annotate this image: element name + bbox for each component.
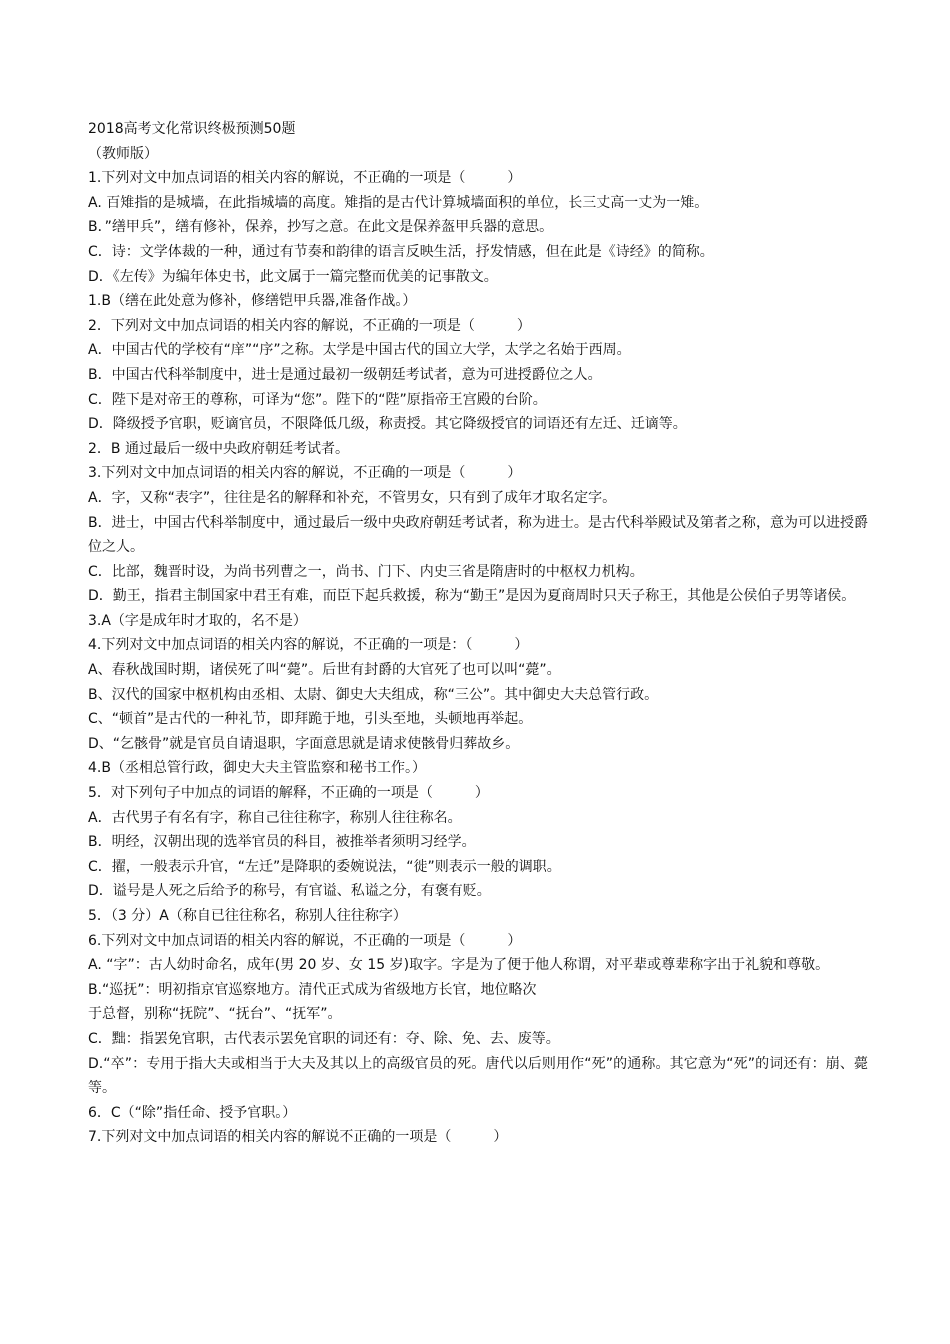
question-6-option-c: C．黜：指罢免官职，古代表示罢免官职的词还有：夺、除、免、去、废等。 (88, 1030, 560, 1047)
document-subtitle: （教师版） (88, 145, 158, 162)
question-6-option-d: D.“卒”：专用于指大夫或相当于大夫及其以上的高级官员的死。唐代以后则用作“死”的通称。其它意为“死”的词还有：崩、薨等。 (88, 1055, 868, 1097)
question-5-option-a: A．古代男子有名有字，称自己往往称字，称别人往往称名。 (88, 809, 462, 826)
question-1-option-a: A. 百雉指的是城墙，在此指城墙的高度。雉指的是古代计算城墙面积的单位，长三丈高一丈为一雉。 (88, 194, 709, 211)
question-3-option-b: B．进士，中国古代科举制度中，通过最后一级中央政府朝廷考试者，称为进士。是古代科举殿试及第者之称，意为可以进授爵位之人。 (88, 514, 868, 556)
question-1-option-d: D．《左传》为编年体史书，此文属于一篇完整而优美的记事散文。 (88, 268, 498, 285)
question-6-option-b-line-2: 于总督，别称“抚院”、“抚台”、“抚军”。 (88, 1006, 342, 1023)
document-title: 2018高考文化常识终极预测50题 (88, 121, 296, 137)
question-4-option-a: A、春秋战国时期，诸侯死了叫“薨”。后世有封爵的大官死了也可以叫“薨”。 (88, 662, 561, 679)
question-3-option-a: A．字，又称“表字”，往往是名的解释和补充，不管男女，只有到了成年才取名定字。 (88, 489, 617, 506)
question-5-option-b: B．明经，汉朝出现的选举官员的科目，被推举者须明习经学。 (88, 834, 476, 851)
question-2-option-b: B．中国古代科举制度中，进士是通过最初一级朝廷考试者，意为可进授爵位之人。 (88, 366, 602, 383)
question-6-option-a: A. “字”：古人幼时命名，成年(男 20 岁、女 15 岁)取字。字是为了便于他人称谓，对平辈或尊辈称字出于礼貌和尊敬。 (88, 957, 830, 974)
question-2-stem: 2．下列对文中加点词语的相关内容的解说，不正确的一项是（ ） (88, 317, 531, 334)
question-6-option-b-line-1: B.“巡抚”：明初指京官巡察地方。清代正式成为省级地方长官，地位略次 (88, 981, 537, 998)
question-3-option-c: C．比部，魏晋时设，为尚书列曹之一，尚书、门下、内史三省是隋唐时的中枢权力机构。 (88, 563, 644, 580)
question-6-answer: 6．C（“除”指任命、授予官职。） (88, 1104, 297, 1121)
question-4-option-c: C、“顿首”是古代的一种礼节，即拜跪于地，引头至地，头顿地再举起。 (88, 711, 533, 728)
question-5-option-c: C．擢，一般表示升官，“左迁”是降职的委婉说法，“徙”则表示一般的调职。 (88, 858, 561, 875)
question-5-answer: 5．（3 分）A（称自已往往称名，称别人往往称字） (88, 908, 407, 924)
question-2-answer: 2．B 通过最后一级中央政府朝廷考试者。 (88, 440, 349, 457)
question-4-stem: 4.下列对文中加点词语的相关内容的解说，不正确的一项是：（ ） (88, 637, 529, 654)
question-1-option-c: C．诗：文学体裁的一种，通过有节奏和韵律的语言反映生活，抒发情感，但在此是《诗经》的简称。 (88, 243, 714, 260)
question-1-stem: 1.下列对文中加点词语的相关内容的解说，不正确的一项是（ ） (88, 170, 522, 187)
question-5-stem: 5．对下列句子中加点的词语的解释，不正确的一项是（ ） (88, 785, 489, 802)
question-3-option-d: D．勤王，指君主制国家中君王有难，而臣下起兵救援，称为“勤王”是因为夏商周时只天子称王，其他是公侯伯子男等诸侯。 (88, 588, 856, 605)
question-4-option-d: D、“乞骸骨”就是官员自请退职，字面意思就是请求使骸骨归葬故乡。 (88, 735, 520, 752)
question-4-option-b: B、汉代的国家中枢机构由丞相、太尉、御史大夫组成，称“三公”。其中御史大夫总管行政。 (88, 686, 659, 703)
question-3-stem: 3.下列对文中加点词语的相关内容的解说，不正确的一项是（ ） (88, 465, 522, 482)
question-1-answer: 1.B（缮在此处意为修补，修缮铠甲兵器,准备作战。） (88, 293, 417, 310)
question-1-option-b: B．”缮甲兵”，缮有修补，保养，抄写之意。在此文是保养盔甲兵器的意思。 (88, 219, 554, 236)
question-5-option-d: D．谥号是人死之后给予的称号，有官谥、私谥之分，有褒有贬。 (88, 883, 491, 900)
document-page (88, 117, 868, 1150)
question-2-option-a: A．中国古代的学校有“庠”“序”之称。太学是中国古代的国立大学，太学之名始于西周。 (88, 342, 631, 359)
question-7-stem: 7.下列对文中加点词语的相关内容的解说不正确的一项是（ ） (88, 1129, 508, 1146)
question-2-option-d: D．降级授予官职，贬谪官员，不限降低几级，称责授。其它降级授官的词语还有左迁、迁谪等。 (88, 416, 687, 433)
question-4-answer: 4.B（丞相总管行政，御史大夫主管监察和秘书工作。） (88, 760, 426, 777)
question-3-answer: 3.A（字是成年时才取的，名不是） (88, 612, 307, 629)
question-6-stem: 6.下列对文中加点词语的相关内容的解说，不正确的一项是（ ） (88, 932, 522, 949)
question-2-option-c: C．陛下是对帝王的尊称，可译为“您”。陛下的“陛”原指帝王宫殿的台阶。 (88, 391, 547, 408)
